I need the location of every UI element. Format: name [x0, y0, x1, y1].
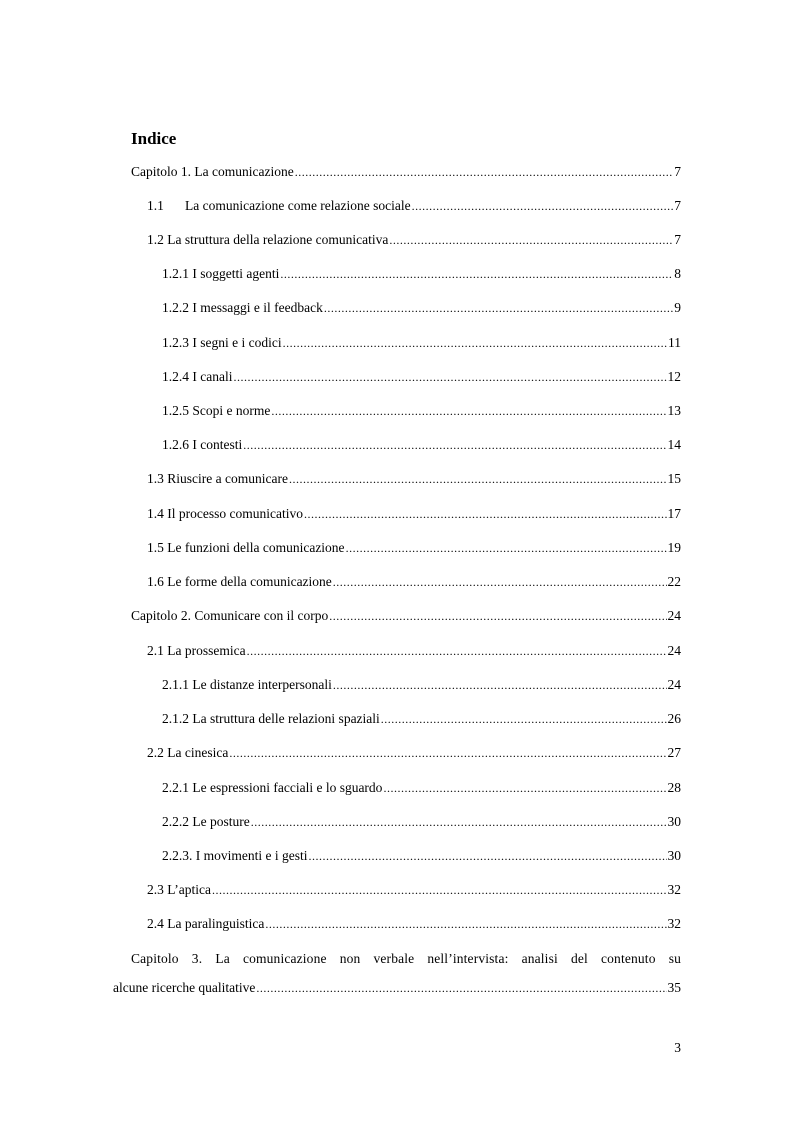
- toc-entry-2-2-2[interactable]: [162, 814, 681, 830]
- toc-entry-page: 15: [667, 471, 681, 486]
- toc-entry-label: [147, 198, 411, 214]
- dot-leader: [383, 780, 666, 796]
- dot-leader: [283, 335, 667, 351]
- toc-entry-2-4[interactable]: [147, 916, 681, 932]
- toc-entry-text: La comunicazione come relazione sociale: [185, 198, 411, 213]
- toc-entry-label: 2.2.2 Le posture: [162, 814, 250, 829]
- toc-entry-page: 11: [668, 335, 681, 350]
- dot-leader: [389, 232, 673, 248]
- toc-entry-label: 1.5 Le funzioni della comunicazione: [147, 540, 345, 555]
- toc-entry-label: 1.6 Le forme della comunicazione: [147, 574, 332, 589]
- toc-entry-page: 32: [667, 882, 681, 897]
- dot-leader: [212, 882, 667, 898]
- dot-leader: [329, 608, 666, 624]
- dot-leader: [243, 437, 666, 453]
- dot-leader: [265, 916, 666, 932]
- toc-entry-2-1-1[interactable]: [162, 677, 681, 693]
- toc-entry-page: 12: [667, 369, 681, 384]
- dot-leader: [251, 814, 667, 830]
- toc-entry-page: 7: [674, 164, 681, 179]
- toc-entry-page: 14: [667, 437, 681, 452]
- dot-leader: [381, 711, 667, 727]
- toc-entry-number: 1.1: [147, 198, 164, 213]
- toc-title: Indice: [131, 129, 177, 148]
- toc-entry-label: 2.1 La prossemica: [147, 643, 246, 658]
- dot-leader: [304, 506, 667, 522]
- toc-entry-1-2[interactable]: [147, 232, 681, 248]
- toc-entry-label: 2.4 La paralinguistica: [147, 916, 265, 931]
- toc-entry-label: 2.2.1 Le espressioni facciali e lo sguardo: [162, 780, 383, 795]
- dot-leader: [247, 643, 667, 659]
- toc-entry-page: 35: [667, 980, 681, 995]
- toc-entry-chapter-1[interactable]: [131, 164, 681, 180]
- toc-entry-page: 24: [667, 608, 681, 623]
- dot-leader: [295, 164, 674, 180]
- toc-entry-label: Capitolo 3. La comunicazione non verbale nell’intervista: analisi del contenuto su: [131, 951, 681, 966]
- toc-entry-label: Capitolo 1. La comunicazione: [131, 164, 294, 179]
- toc-entry-1-1[interactable]: [147, 198, 681, 214]
- toc-entry-label: 2.1.2 La struttura delle relazioni spaziali: [162, 711, 380, 726]
- toc-entry-label: 1.4 Il processo comunicativo: [147, 506, 303, 521]
- toc-entry-1-2-4[interactable]: [162, 369, 681, 385]
- toc-entry-page: 9: [674, 300, 681, 315]
- toc-entry-1-4[interactable]: [147, 506, 681, 522]
- toc-entry-page: 32: [667, 916, 681, 931]
- toc-entry-label: 1.2.5 Scopi e norme: [162, 403, 271, 418]
- toc-entry-page: 30: [667, 848, 681, 863]
- toc-entry-label: Capitolo 2. Comunicare con il corpo: [131, 608, 329, 623]
- toc-entry-2-1[interactable]: [147, 643, 681, 659]
- toc-entry-label: 1.3 Riuscire a comunicare: [147, 471, 288, 486]
- toc-entry-label: 2.2.3. I movimenti e i gesti: [162, 848, 308, 863]
- dot-leader: [333, 677, 667, 693]
- toc-entry-1-2-1[interactable]: [162, 266, 681, 282]
- toc-entry-2-2[interactable]: [147, 745, 681, 761]
- toc-entry-label: 1.2 La struttura della relazione comunicativa: [147, 232, 389, 247]
- toc-entry-chapter-3-line-2[interactable]: [113, 980, 681, 996]
- toc-entry-1-6[interactable]: [147, 574, 681, 590]
- dot-leader: [412, 198, 674, 214]
- dot-leader: [233, 369, 666, 385]
- toc-entry-page: 27: [667, 745, 681, 760]
- toc-entry-page: 28: [667, 780, 681, 795]
- toc-entry-label: alcune ricerche qualitative: [113, 980, 256, 995]
- toc-entry-2-3[interactable]: [147, 882, 681, 898]
- toc-entry-label: 2.2 La cinesica: [147, 745, 229, 760]
- toc-entry-label: 1.2.1 I soggetti agenti: [162, 266, 280, 281]
- page-number: 3: [674, 1040, 681, 1055]
- toc-entry-page: 8: [674, 266, 681, 281]
- toc-entry-2-1-2[interactable]: [162, 711, 681, 727]
- toc-entry-page: 22: [667, 574, 681, 589]
- toc-entry-page: 19: [667, 540, 681, 555]
- dot-leader: [289, 471, 667, 487]
- toc-entry-page: 24: [667, 643, 681, 658]
- toc-entry-1-2-5[interactable]: [162, 403, 681, 419]
- toc-entry-chapter-3-line-1[interactable]: [131, 951, 681, 967]
- toc-entry-1-2-2[interactable]: [162, 300, 681, 316]
- toc-entry-page: 17: [667, 506, 681, 521]
- dot-leader: [346, 540, 667, 556]
- toc-entry-label: 1.2.3 I segni e i codici: [162, 335, 282, 350]
- toc-entry-1-3[interactable]: [147, 471, 681, 487]
- toc-entry-page: 26: [667, 711, 681, 726]
- dot-leader: [271, 403, 666, 419]
- dot-leader: [280, 266, 673, 282]
- toc-entry-label: 1.2.6 I contesti: [162, 437, 243, 452]
- dot-leader: [324, 300, 673, 316]
- toc-entry-label: 2.1.1 Le distanze interpersonali: [162, 677, 332, 692]
- toc-entry-2-2-1[interactable]: [162, 780, 681, 796]
- toc-entry-page: 13: [667, 403, 681, 418]
- toc-entry-page: 7: [674, 198, 681, 213]
- dot-leader: [229, 745, 666, 761]
- toc-entry-chapter-2[interactable]: [131, 608, 681, 624]
- dot-leader: [256, 980, 666, 996]
- dot-leader: [308, 848, 666, 864]
- toc-entry-page: 30: [667, 814, 681, 829]
- dot-leader: [333, 574, 667, 590]
- toc-entry-1-2-6[interactable]: [162, 437, 681, 453]
- toc-entry-1-5[interactable]: [147, 540, 681, 556]
- toc-entry-label: 1.2.4 I canali: [162, 369, 233, 384]
- toc-entry-label: 2.3 L’aptica: [147, 882, 211, 897]
- toc-entry-page: 7: [674, 232, 681, 247]
- toc-entry-page: 24: [667, 677, 681, 692]
- toc-entry-label: 1.2.2 I messaggi e il feedback: [162, 300, 323, 315]
- toc-entry-1-2-3[interactable]: [162, 335, 681, 351]
- toc-entry-2-2-3[interactable]: [162, 848, 681, 864]
